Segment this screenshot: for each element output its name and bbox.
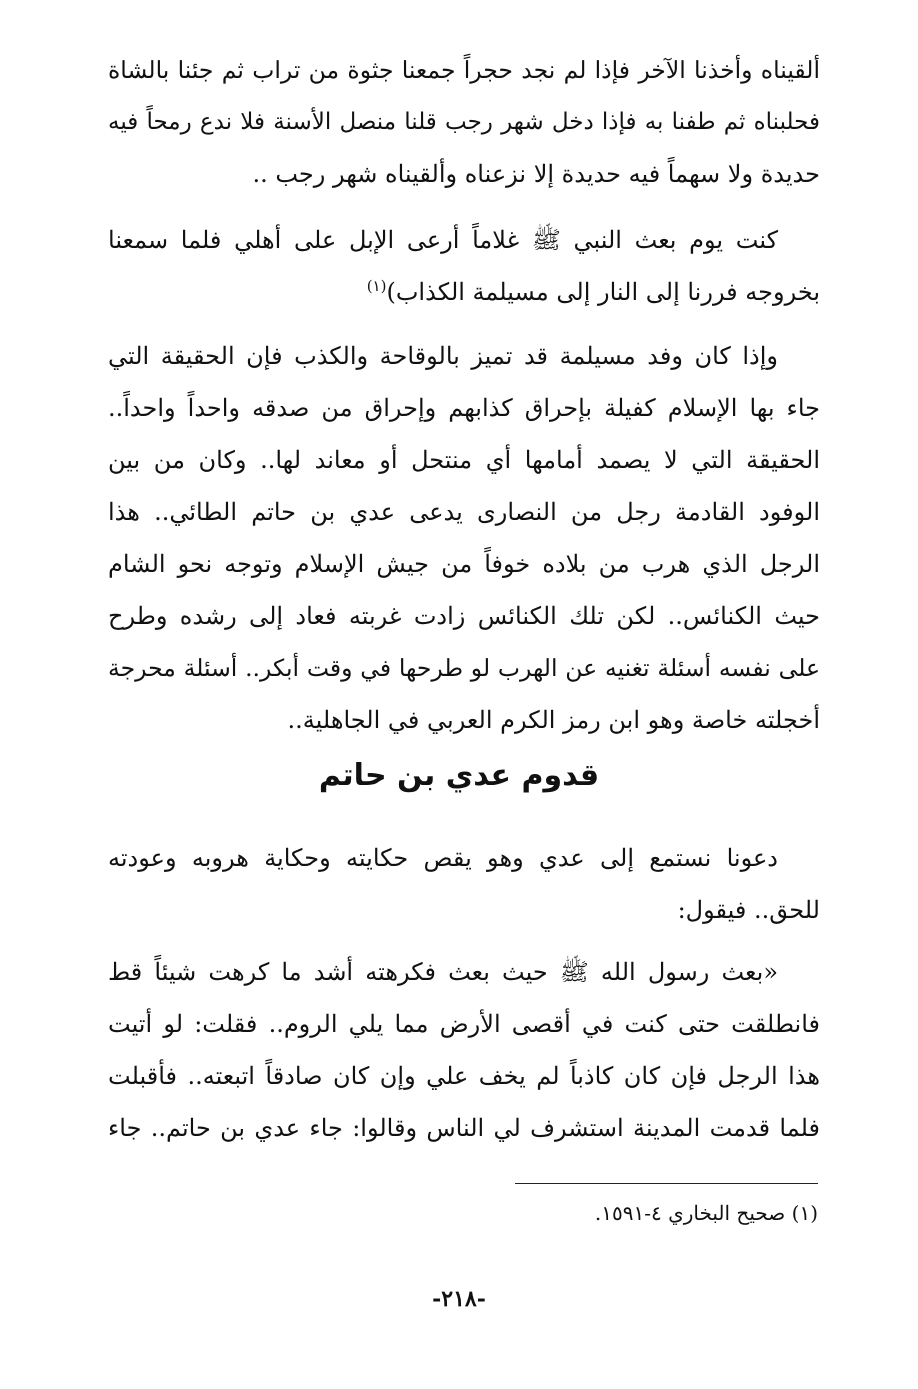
text-line: فلما قدمت المدينة استشرف لي الناس وقالوا: جاء عدي بن حاتم.. جاء	[108, 1114, 820, 1142]
text-line: هذا الرجل فإن كان كاذباً لم يخف علي وإن كان صادقاً اتبعته.. فأقبلت	[108, 1062, 820, 1090]
paragraph-1	[108, 44, 820, 200]
footnote-ref: (١)	[366, 277, 387, 295]
page-number: -٢١٨-	[432, 1286, 486, 1312]
text-line: على نفسه أسئلة تغنيه عن الهرب لو طرحها في وقت أبكر.. أسئلة محرجة	[108, 654, 820, 682]
text-line: حديدة ولا سهماً فيه حديدة إلا نزعناه وألقيناه شهر رجب ..	[252, 160, 820, 188]
text-line: جاء بها الإسلام كفيلة بإحراق كذابهم وإحراق من صدقه واحداً واحداً..	[108, 394, 820, 422]
text-line: بخروجه فررنا إلى النار إلى مسيلمة الكذاب)	[386, 278, 820, 306]
text-line: ألقيناه وأخذنا الآخر فإذا لم نجد حجراً جمعنا جثوة من تراب ثم جئنا بالشاة	[108, 56, 820, 84]
text-line: فانطلقت حتى كنت في أقصى الأرض مما يلي الروم.. فقلت: لو أتيت	[108, 1010, 820, 1038]
text-line: للحق.. فيقول:	[677, 896, 820, 924]
text-line: وإذا كان وفد مسيلمة قد تميز بالوقاحة والكذب فإن الحقيقة التي	[108, 342, 778, 370]
paragraph-3	[108, 330, 820, 746]
text-line: دعونا نستمع إلى عدي وهو يقص حكايته وحكاية هروبه وعودته	[108, 844, 778, 872]
text-line: الرجل الذي هرب من بلاده خوفاً من جيش الإسلام وتوجه نحو الشام	[108, 550, 820, 578]
footnote-separator	[515, 1183, 818, 1184]
text-line: «بعث رسول الله ﷺ حيث بعث فكرهته أشد ما كرهت شيئاً قط	[108, 958, 778, 986]
text-line: كنت يوم بعث النبي ﷺ غلاماً أرعى الإبل على أهلي فلما سمعنا	[108, 226, 778, 254]
text-line: الحقيقة التي لا يصمد أمامها أي منتحل أو معاند لها.. وكان من بين	[108, 446, 820, 474]
paragraph-5	[108, 946, 820, 1154]
footnote: (١) صحيح البخاري ٤-١٥٩١.	[594, 1201, 818, 1225]
text-line: حيث الكنائس.. لكن تلك الكنائس زادت غربته فعاد إلى رشده وطرح	[108, 602, 820, 630]
section-heading: قدوم عدي بن حاتم	[318, 758, 600, 793]
text-line-with-ref	[108, 266, 820, 318]
paragraph-4	[108, 832, 820, 936]
text-line: فحلبناه ثم طفنا به فإذا دخل شهر رجب قلنا منصل الأسنة فلا ندع رمحاً فيه	[108, 109, 820, 135]
text-line: أخجلته خاصة وهو ابن رمز الكرم العربي في الجاهلية..	[287, 706, 820, 734]
paragraph-2	[108, 214, 820, 318]
text-line: الوفود القادمة رجل من النصارى يدعى عدي بن حاتم الطائي.. هذا	[108, 498, 820, 526]
